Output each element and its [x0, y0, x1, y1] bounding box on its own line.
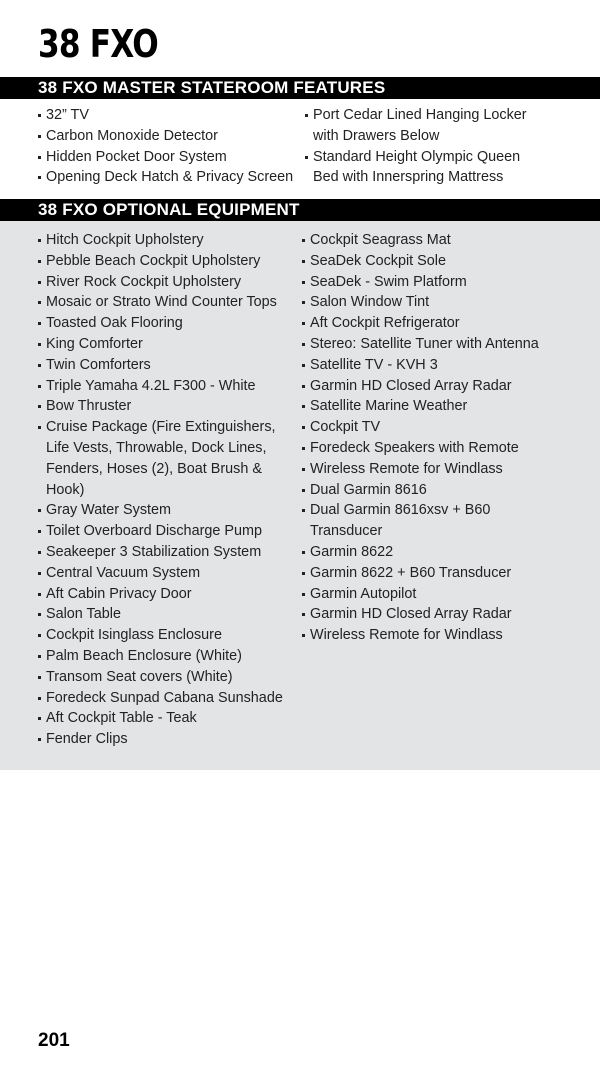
list-item: King Comforter [38, 334, 300, 355]
list-item: Cockpit TV [302, 417, 592, 438]
list-item: Transom Seat covers (White) [38, 667, 300, 688]
list-item: Salon Table [38, 604, 300, 625]
list-item: Garmin Autopilot [302, 584, 592, 605]
list-item: Garmin 8622 + B60 Transducer [302, 563, 592, 584]
optional-equipment-heading: 38 FXO OPTIONAL EQUIPMENT [0, 199, 600, 221]
list-item: Palm Beach Enclosure (White) [38, 646, 300, 667]
list-item: Fender Clips [38, 729, 300, 750]
list-item: Cruise Package (Fire Extinguishers, Life Vests, Throwable, Dock Lines, Fenders, Hoses (2), Boat Brush & Hook) [38, 417, 291, 500]
list-item: River Rock Cockpit Upholstery [38, 272, 300, 293]
page-number: 201 [38, 1030, 70, 1051]
list-item: 32” TV [38, 105, 303, 126]
list-item: Triple Yamaha 4.2L F300 - White [38, 376, 300, 397]
list-item: Bow Thruster [38, 396, 300, 417]
list-item: Satellite TV - KVH 3 [302, 355, 592, 376]
list-item: Foredeck Speakers with Remote [302, 438, 592, 459]
list-item: Pebble Beach Cockpit Upholstery [38, 251, 300, 272]
list-item: Standard Height Olympic Queen Bed with Innerspring Mattress [305, 147, 533, 189]
list-item: Wireless Remote for Windlass [302, 459, 592, 480]
list-item: Wireless Remote for Windlass [302, 625, 592, 646]
list-item: Port Cedar Lined Hanging Locker with Drawers Below [305, 105, 543, 147]
list-item: Opening Deck Hatch & Privacy Screen [38, 167, 303, 188]
list-item: Cockpit Seagrass Mat [302, 230, 592, 251]
page-title: 38 FXO [38, 22, 158, 66]
list-item: Mosaic or Strato Wind Counter Tops [38, 292, 300, 313]
list-item: SeaDek Cockpit Sole [302, 251, 592, 272]
list-item: Cockpit Isinglass Enclosure [38, 625, 300, 646]
list-item: Toilet Overboard Discharge Pump [38, 521, 300, 542]
optional-equipment-list [0, 221, 600, 770]
list-item: Hidden Pocket Door System [38, 147, 303, 168]
master-features-left-column [38, 105, 303, 188]
list-item: Foredeck Sunpad Cabana Sunshade [38, 688, 300, 709]
list-item: Carbon Monoxide Detector [38, 126, 303, 147]
list-item: Salon Window Tint [302, 292, 592, 313]
list-item: Toasted Oak Flooring [38, 313, 300, 334]
list-item: Aft Cockpit Refrigerator [302, 313, 592, 334]
list-item: Garmin HD Closed Array Radar [302, 376, 592, 397]
optional-left-column [38, 230, 300, 750]
list-item: Aft Cabin Privacy Door [38, 584, 300, 605]
list-item: Dual Garmin 8616 [302, 480, 592, 501]
list-item: Gray Water System [38, 500, 300, 521]
list-item: Satellite Marine Weather [302, 396, 592, 417]
list-item: Dual Garmin 8616xsv + B60 Transducer [302, 500, 515, 542]
master-stateroom-features [0, 99, 600, 199]
master-features-right-column [305, 105, 595, 188]
list-item: Twin Comforters [38, 355, 300, 376]
list-item: Hitch Cockpit Upholstery [38, 230, 300, 251]
list-item: Stereo: Satellite Tuner with Antenna [302, 334, 592, 355]
list-item: SeaDek - Swim Platform [302, 272, 592, 293]
list-item: Central Vacuum System [38, 563, 300, 584]
list-item: Aft Cockpit Table - Teak [38, 708, 300, 729]
list-item: Garmin HD Closed Array Radar [302, 604, 592, 625]
list-item: Garmin 8622 [302, 542, 592, 563]
list-item: Seakeeper 3 Stabilization System [38, 542, 300, 563]
optional-right-column [302, 230, 592, 646]
master-stateroom-heading: 38 FXO MASTER STATEROOM FEATURES [0, 77, 600, 99]
